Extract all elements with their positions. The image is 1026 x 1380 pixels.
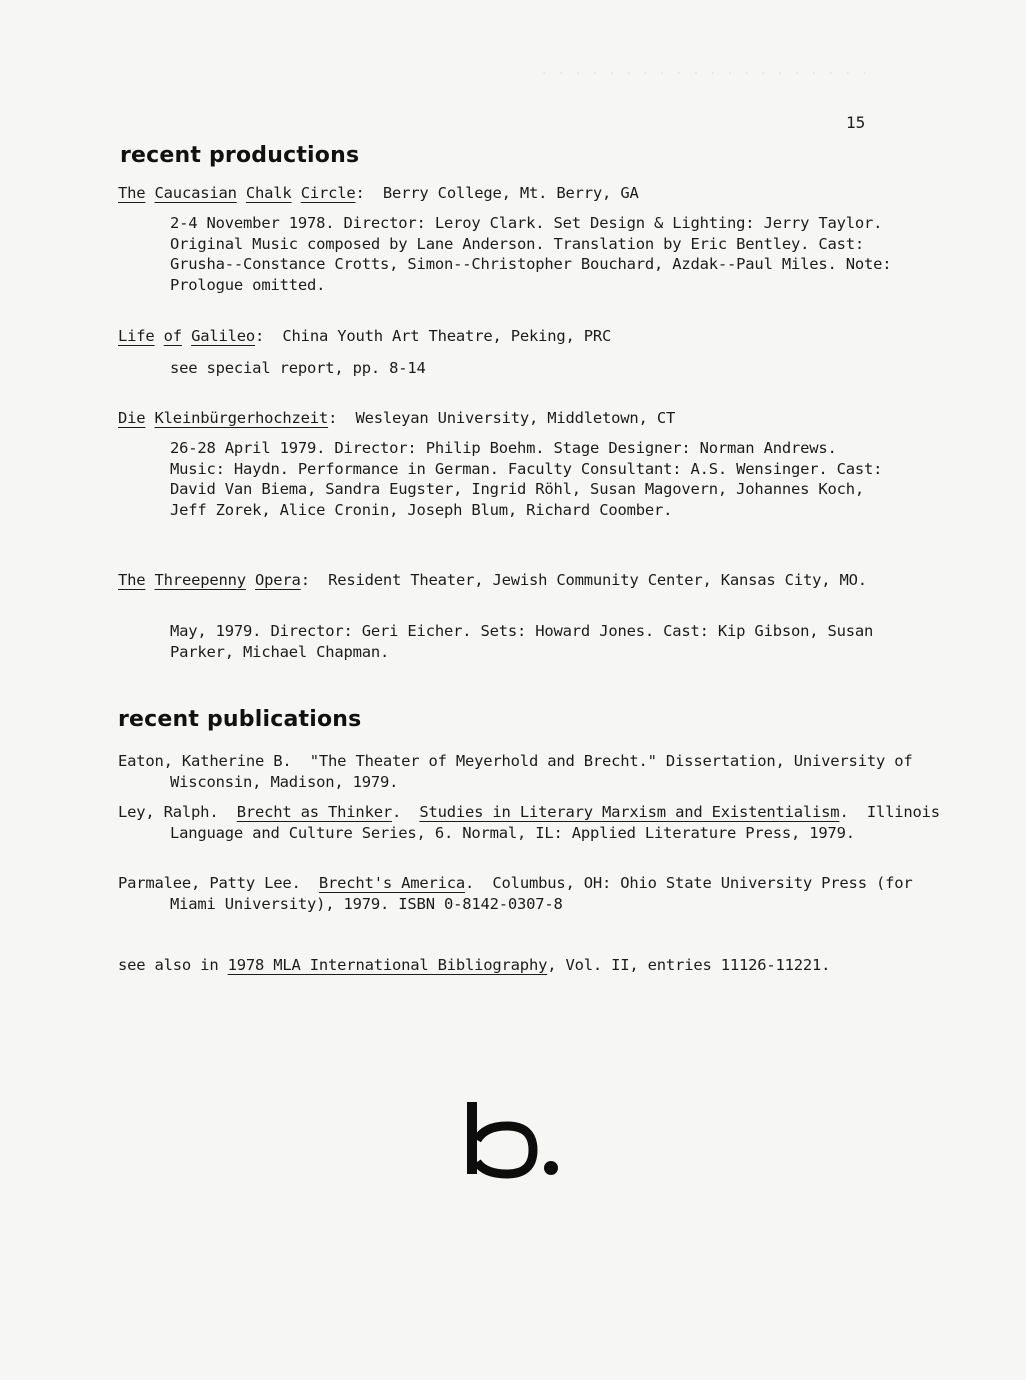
publication-author: Eaton, Katherine B. <box>118 752 292 770</box>
production-title-word: Caucasian <box>154 184 237 202</box>
production-venue: Resident Theater, Jewish Community Center, Kansas City, MO. <box>328 571 867 589</box>
publication-rest: Columbus, OH: Ohio State University Press (for Miami University), 1979. ISBN 0-8142-0307-8 <box>170 874 913 913</box>
production-title-word: The <box>118 184 146 202</box>
publication-entry: Ley, Ralph. Brecht as Thinker. Studies in Literary Marxism and Existentialism. Illinois Language and Culture Series, 6. Normal, IL: Applied Literature Press, 1979. <box>118 803 940 842</box>
publication-author: Parmalee, Patty Lee. <box>118 874 301 892</box>
title-colon: : <box>328 409 338 427</box>
production-title-word: Galileo <box>191 327 256 345</box>
production-details: 26-28 April 1979. Director: Philip Boehm. Stage Designer: Norman Andrews. Music: Haydn. Performance in German. Faculty Consultant: A.S. Wensinger. Cast: David Van Biema, Sandra Eugster, Ingrid Röhl, Susan Magovern, Johannes Koch, Jeff Zorek, Alice Cronin, Joseph Blum, Richard Coomber. <box>170 439 883 519</box>
publication-entry: Parmalee, Patty Lee. Brecht's America. Columbus, OH: Ohio State University Press (for Miami University), 1979. ISBN 0-8142-0307-8 <box>118 874 913 913</box>
production-title-line <box>118 183 908 204</box>
show-through-text: . . . . . . . . . . . . . . . . . . . . <box>540 62 869 78</box>
section-heading-productions: recent productions <box>120 143 360 168</box>
production-title-line <box>118 408 908 429</box>
publication-rest: "The Theater of Meyerhold and Brecht." Dissertation, University of Wisconsin, Madison, 1979. <box>170 752 913 791</box>
production-title-word: Chalk <box>245 184 292 202</box>
production-details: 2-4 November 1978. Director: Leroy Clark. Set Design & Lighting: Jerry Taylor. Original Music composed by Lane Anderson. Translation by Eric Bentley. Cast: Grusha--Constance Crotts, Simon--Christopher Bouchard, Azdak--Paul Miles. Note: Prologue omitted. <box>170 214 892 294</box>
page-number: 15 <box>846 113 866 132</box>
production-venue: Berry College, Mt. Berry, GA <box>382 184 639 202</box>
production-title-word: Die <box>118 409 146 427</box>
production-title-word: Circle <box>300 184 356 202</box>
section-heading-publications: recent publications <box>118 707 362 732</box>
production-title-word: of <box>163 327 182 345</box>
production-venue: Wesleyan University, Middletown, CT <box>355 409 676 427</box>
production-title-line <box>118 326 908 347</box>
see-also-title: 1978 MLA International Bibliography <box>227 956 548 974</box>
title-colon: : <box>355 184 365 202</box>
publication-rest: Illinois Language and Culture Series, 6. Normal, IL: Applied Literature Press, 1979. <box>170 803 940 842</box>
see-also-suffix: , Vol. II, entries 11126-11221. <box>547 956 831 974</box>
publication-subtitle: Studies in Literary Marxism and Existentialism <box>419 803 840 821</box>
production-venue: China Youth Art Theatre, Peking, PRC <box>282 327 612 345</box>
production-title-word: Opera <box>255 571 301 589</box>
b-logo <box>455 1092 565 1192</box>
production-title-word: Kleinbürgerhochzeit <box>154 409 329 427</box>
production-title-word: Threepenny <box>154 571 246 589</box>
publication-title: Brecht as Thinker <box>236 803 392 821</box>
see-also-prefix: see also in <box>118 956 219 974</box>
see-also-line <box>118 955 938 976</box>
publication-entry <box>118 751 960 792</box>
title-colon: : <box>300 571 310 589</box>
production-details: May, 1979. Director: Geri Eicher. Sets: Howard Jones. Cast: Kip Gibson, Susan Parker, Michael Chapman. <box>170 622 874 661</box>
production-title-line <box>118 570 915 591</box>
publication-author: Ley, Ralph. <box>118 803 219 821</box>
production-title-word: Life <box>118 327 155 345</box>
publication-title: Brecht's America <box>318 874 466 892</box>
production-details: see special report, pp. 8-14 <box>170 359 426 377</box>
title-colon: : <box>255 327 265 345</box>
production-title-word: The <box>118 571 146 589</box>
